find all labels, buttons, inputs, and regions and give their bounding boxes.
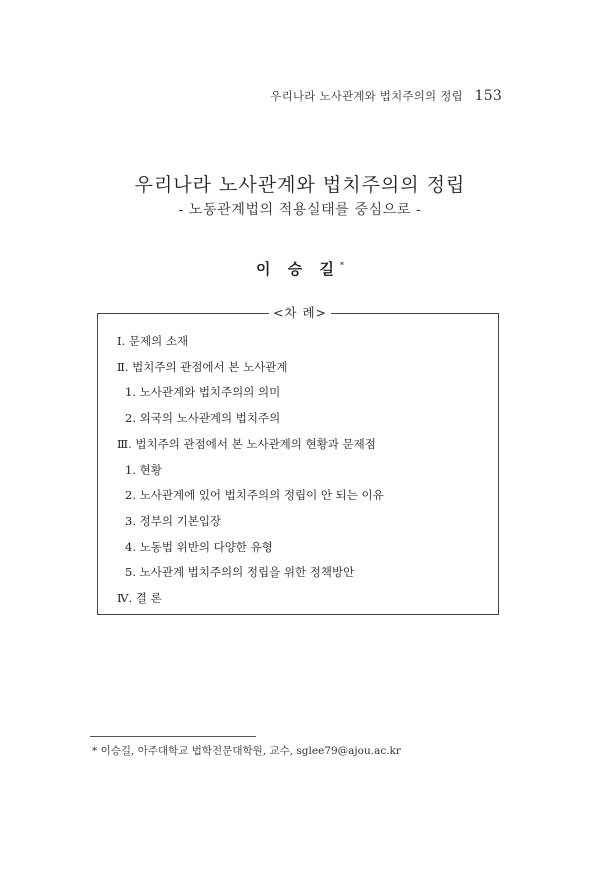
toc-item-section-3: Ⅲ. 법치주의 관점에서 본 노사관계의 현황과 문제점: [117, 437, 376, 451]
toc-item-section-3-3: 3. 정부의 기본입장: [125, 514, 222, 528]
page-number: 153: [474, 88, 502, 104]
author-name: 이 승 길: [256, 260, 340, 278]
toc-item-section-3-4: 4. 노동법 위반의 다양한 유형: [125, 540, 273, 554]
page-title: 우리나라 노사관계와 법치주의의 정립: [134, 174, 466, 196]
toc-heading-label: <차 례>: [269, 305, 331, 320]
running-header: [270, 88, 502, 104]
toc-heading: [0, 303, 600, 321]
toc-item-section-3-5: 5. 노사관계 법치주의의 정립을 위한 정책방안: [125, 565, 355, 579]
running-header-text: 우리나라 노사관계와 법치주의의 정립: [270, 89, 463, 103]
toc-item-section-2: Ⅱ. 법치주의 관점에서 본 노사관계: [117, 360, 288, 374]
author: [0, 258, 600, 279]
toc-item-section-4: Ⅳ. 결 론: [117, 591, 162, 605]
toc-item-section-1: Ⅰ. 문제의 소재: [117, 334, 189, 348]
toc-item-section-3-1: 1. 현황: [125, 463, 162, 477]
author-footnote-mark: *: [339, 261, 344, 270]
footnote-divider: [90, 736, 256, 737]
footnote: * 이승길, 아주대학교 법학전문대학원, 교수, sglee79@ajou.ac.kr: [92, 745, 401, 757]
toc-item-section-2-2: 2. 외국의 노사관계의 법치주의: [125, 411, 281, 425]
toc-item-section-2-1: 1. 노사관계와 법치주의의 의미: [125, 385, 281, 399]
page-subtitle: - 노동관계법의 적용실태를 중심으로 -: [178, 202, 422, 218]
toc-item-section-3-2: 2. 노사관계에 있어 법치주의의 정립이 안 되는 이유: [125, 488, 384, 502]
